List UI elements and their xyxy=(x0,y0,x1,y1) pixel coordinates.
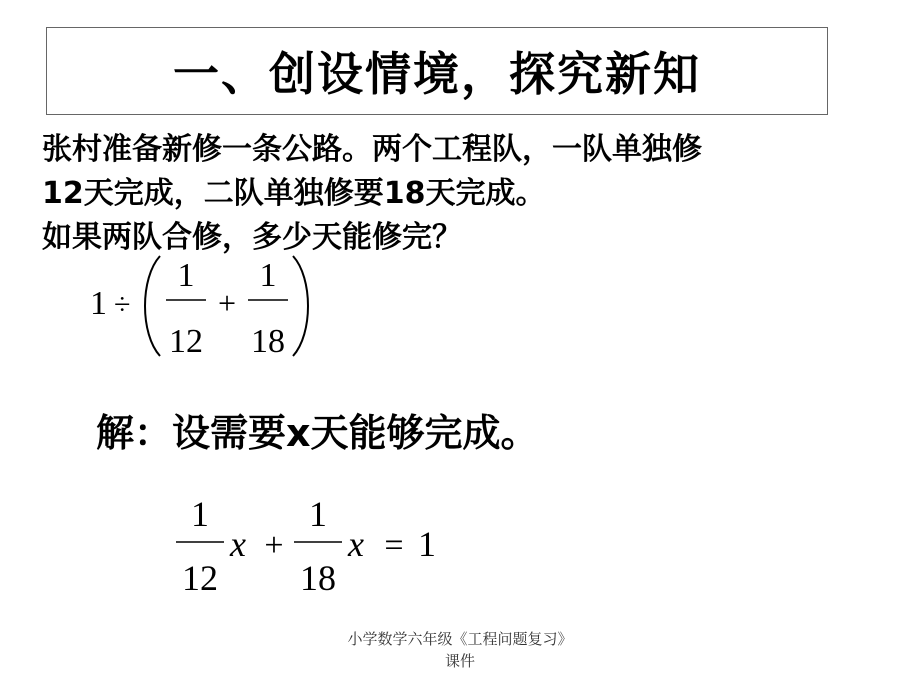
footer-line-1: 小学数学六年级《工程问题复习》 xyxy=(347,630,573,648)
eq-plus: + xyxy=(264,527,284,564)
expr-frac1-num: 1 xyxy=(177,257,195,294)
slide-footer xyxy=(0,628,920,672)
left-paren xyxy=(145,256,160,356)
problem-line-2: 12天完成，二队单独修要18天完成。 xyxy=(42,176,546,211)
eq-rhs: 1 xyxy=(418,524,436,564)
eq-var2: x xyxy=(348,524,364,564)
right-paren xyxy=(293,256,308,356)
expr-divide-sign: ÷ xyxy=(114,288,131,321)
division-expression xyxy=(88,248,328,364)
expr-frac1-den: 12 xyxy=(169,323,203,360)
eq-frac2-den: 18 xyxy=(300,558,336,598)
eq-frac1-num: 1 xyxy=(191,494,209,534)
expr-frac2-den: 18 xyxy=(251,323,285,360)
problem-line-3: 如果两队合修，多少天能修完？ xyxy=(42,220,462,255)
title-box xyxy=(46,27,828,115)
eq-frac2-num: 1 xyxy=(309,494,327,534)
eq-var1: x xyxy=(230,524,246,564)
expr-frac2-num: 1 xyxy=(259,257,277,294)
expr-lead: 1 xyxy=(90,285,107,322)
expr-plus: + xyxy=(217,285,237,321)
eq-equals: = xyxy=(384,527,404,564)
equation xyxy=(168,488,458,600)
solution-text: 解：设需要x天能够完成。 xyxy=(96,411,539,455)
slide-title: 一、创设情境，探究新知 xyxy=(173,47,701,101)
footer-line-2: 课件 xyxy=(444,652,475,670)
problem-text xyxy=(42,128,902,260)
eq-frac1-den: 12 xyxy=(182,558,218,598)
problem-line-1: 张村准备新修一条公路。两个工程队，一队单独修 xyxy=(42,132,702,167)
